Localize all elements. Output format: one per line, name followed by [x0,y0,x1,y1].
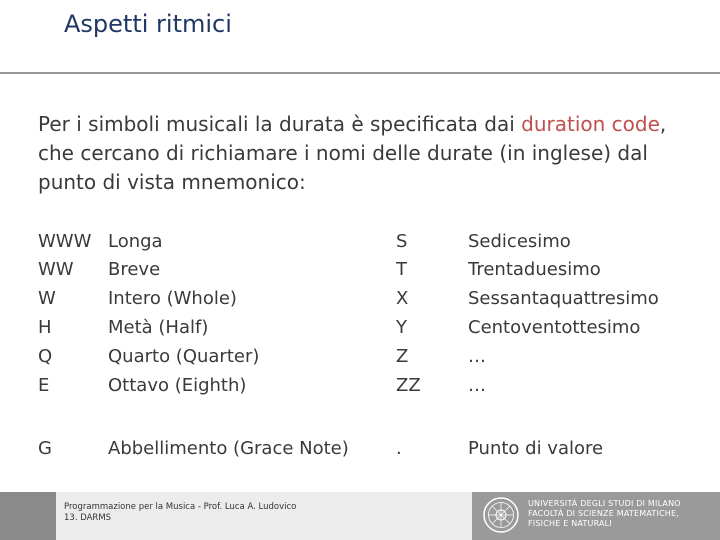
footer-course: Programmazione per la Musica - Prof. Luca A. Ludovico [64,502,297,512]
duration-row [0,343,720,371]
duration-code: E [38,375,50,396]
duration-code: WW [38,259,74,280]
duration-code: Q [38,346,53,367]
intro-text-1: Per i simboli musicali la durata è specificata dai [38,112,522,136]
duration-name: Ottavo (Eighth) [108,375,247,396]
duration-name: … [468,346,486,367]
duration-code: . [396,438,402,459]
duration-code: H [38,317,52,338]
intro-paragraph [38,110,678,197]
duration-code: ZZ [396,375,421,396]
footer-lesson: 13. DARMS [64,513,112,523]
duration-code: T [396,259,407,280]
duration-name: Intero (Whole) [108,288,237,309]
duration-name: Metà (Half) [108,317,209,338]
logo-line: UNIVERSITÀ DEGLI STUDI DI MILANO [528,499,681,508]
duration-code: W [38,288,56,309]
duration-name: Quarto (Quarter) [108,346,260,367]
duration-code: Z [396,346,409,367]
duration-name: Abbellimento (Grace Note) [108,438,349,459]
duration-code: Y [396,317,407,338]
duration-name: Trentaduesimo [468,259,601,280]
duration-name: Longa [108,231,163,252]
footer-caption [64,502,296,524]
duration-code: S [396,231,408,252]
slide-title: Aspetti ritmici [64,10,232,38]
logo-line: FISICHE E NATURALI [528,519,612,528]
duration-code: G [38,438,52,459]
duration-code: WWW [38,231,92,252]
university-seal-icon [482,496,520,534]
duration-row [0,372,720,400]
duration-row [0,285,720,313]
footer-accent-bar [0,492,56,540]
title-divider [0,72,720,74]
logo-line: FACOLTÀ DI SCIENZE MATEMATICHE, [528,509,680,518]
duration-row [0,435,720,463]
duration-name: Sedicesimo [468,231,571,252]
university-logo-text [528,499,681,529]
duration-name: Sessantaquattresimo [468,288,659,309]
duration-row [0,228,720,256]
duration-row [0,314,720,342]
duration-name: … [468,375,486,396]
duration-name: Breve [108,259,161,280]
duration-row [0,256,720,284]
intro-text-2: , che cercano di richiamare i nomi delle durate (in inglese) dal punto di vista mnemonico: [38,112,667,194]
duration-code: X [396,288,409,309]
duration-name: Centoventottesimo [468,317,641,338]
duration-name: Punto di valore [468,438,604,459]
intro-highlight: duration code [521,112,660,136]
